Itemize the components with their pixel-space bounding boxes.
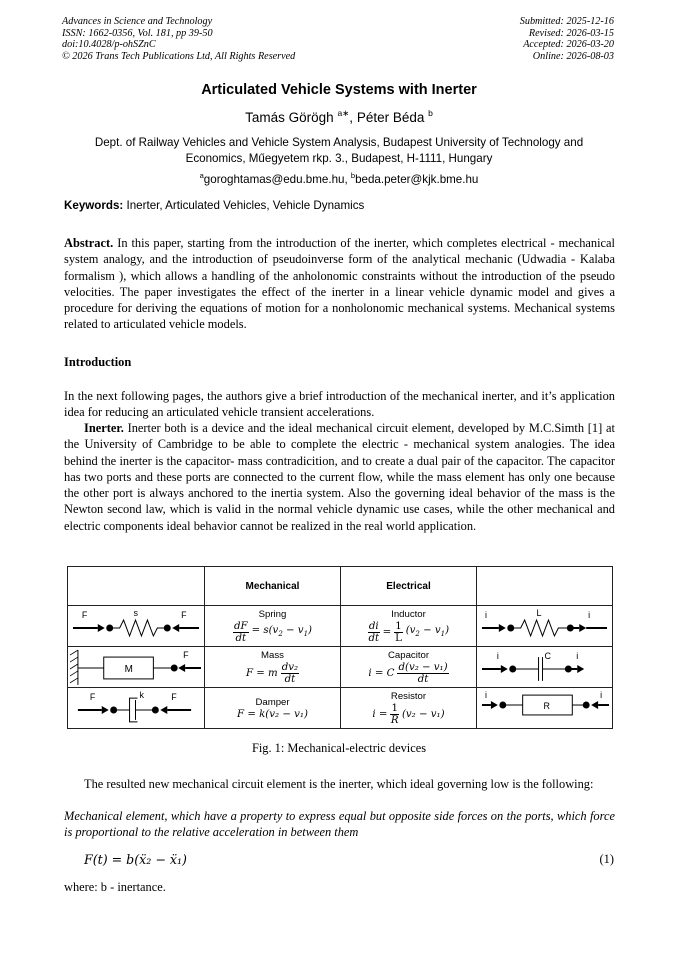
damper-label-f-right: F xyxy=(171,692,177,703)
resistor-label-r: R xyxy=(543,700,550,711)
spring-diagram xyxy=(68,606,205,647)
inductor-icon xyxy=(477,606,612,646)
email-a-mark: a xyxy=(199,171,204,180)
figure-1-table xyxy=(67,566,612,727)
spring-equation xyxy=(233,621,312,644)
inductor-eq-sub1: 2 xyxy=(415,630,420,639)
inductor-eq-den2: L xyxy=(395,632,402,644)
inductor-cell xyxy=(341,606,477,647)
damper-cell xyxy=(205,688,341,729)
keywords-text: Inerter, Articulated Vehicles, Vehicle Dynamics xyxy=(123,199,365,212)
inductor-label-l: L xyxy=(536,608,542,619)
capacitor-diagram xyxy=(477,647,613,688)
damper-diagram xyxy=(68,688,205,729)
abstract-text: In this paper, starting from the introduction of the inerter, which completes electrical - mechanical system analogy, and the introduction of pseudoinverse form of the analytical mechanic (Udwadia - Kalaba formalism ), which allows a handling of the anholonomic constraints without the introduction of the pseudo velocities. The paper investigates the effect of the inerter in a linear vehicle dynamic model and gives a procedure for deriving the equations of motion for a nonholonomic mechanical systems. Mechanical systems related to articulated vehicle models. xyxy=(64,236,615,332)
inductor-name: Inductor xyxy=(391,608,426,620)
resistor-name: Resistor xyxy=(390,690,427,702)
inerter-definition: Mechanical element, which have a property to express equal but opposite side forces on the ports, which force is proportional to the relative acceleration in between them xyxy=(64,809,615,840)
section-heading-introduction: Introduction xyxy=(64,355,132,369)
spring-eq-sub1: 2 xyxy=(278,630,283,639)
capacitor-cell xyxy=(341,647,477,688)
spring-cell xyxy=(205,606,341,647)
capacitor-eq-num: d(v₂ − v₁) xyxy=(398,661,448,673)
capacitor-label-c: C xyxy=(544,651,551,662)
mass-name: Mass xyxy=(261,649,284,661)
inductor-eq-num2: 1 xyxy=(395,620,402,632)
equation-1-number: (1) xyxy=(599,852,614,866)
inerter-text: Inerter both is a device and the ideal mechanical circuit element, developed by M.C.Simth [1] at the University of Cambridge to be able to complete the electric - mechanical system analogies. The idea behind the inerter is the capacitor- mass contradicition, and to create a dual pair of the capacitor. The capacitor has two ports and these ports are connected to the current flow, while the mass element has only one because the other port is always anchored to the inertia system. Also the governing ideal behavior of the mass is the Newton second law, which is valid in the normal vehicle dynamic use cases, while the other mechanical and electric components ideal behavior cannot be realized in the real world application. xyxy=(64,421,615,533)
header-empty-right xyxy=(477,567,613,606)
inductor-eq-rhs: (v xyxy=(405,625,416,637)
mass-eq-num: dv₂ xyxy=(281,661,299,673)
damper-label-f-left: F xyxy=(89,692,96,703)
resistor-diagram xyxy=(477,688,613,729)
inductor-eq-sign: = xyxy=(382,626,392,638)
table-row-spring-inductor xyxy=(68,606,613,647)
abstract-label: Abstract. xyxy=(64,236,114,250)
damper-equation xyxy=(237,709,308,720)
capacitor-label-i-right: i xyxy=(576,651,579,662)
date-submitted: Submitted: 2025-12-16 xyxy=(519,16,614,27)
table-header-row xyxy=(68,567,613,606)
figure-1-caption: Fig. 1: Mechanical-electric devices xyxy=(251,741,427,755)
table-row-mass-capacitor xyxy=(68,647,613,688)
author-1-affil-mark: a∗ xyxy=(337,108,350,118)
journal-header xyxy=(62,16,295,62)
equation-1: F(t) = b(ẍ₂ − ẍ₁) xyxy=(84,852,187,867)
table-row-damper-resistor xyxy=(68,688,613,729)
mass-eq-lhs: F = m xyxy=(245,667,278,679)
spring-label-s: s xyxy=(133,608,138,619)
inductor-label-i-left: i xyxy=(484,610,487,621)
paper-title: Articulated Vehicle Systems with Inerter xyxy=(201,82,477,98)
date-online: Online: 2026-08-03 xyxy=(532,50,614,62)
author-list xyxy=(0,108,678,125)
author-separator: , xyxy=(349,110,357,125)
spring-eq-rhs: = s(v xyxy=(251,625,279,637)
spring-label-f-left: F xyxy=(81,610,88,621)
resistor-equation xyxy=(372,703,444,726)
spring-eq-den: dt xyxy=(235,632,247,644)
resistor-eq-rhs: (v₂ − v₁) xyxy=(401,708,445,720)
author-2: Péter Béda xyxy=(356,110,425,125)
spring-name: Spring xyxy=(258,608,287,620)
doi: doi:10.4028/p-ohSZnC xyxy=(62,39,156,51)
damper-eq-lhs: F = k(v₂ − v₁) xyxy=(237,708,308,720)
damper-icon xyxy=(68,688,204,728)
mass-equation xyxy=(246,662,299,685)
resistor-eq-den: R xyxy=(390,714,399,726)
resistor-label-i-right: i xyxy=(600,690,603,701)
header-electrical: Electrical xyxy=(341,567,477,606)
resistor-icon xyxy=(477,688,612,728)
resistor-eq-num: 1 xyxy=(391,702,398,714)
date-revised: Revised: 2026-03-15 xyxy=(528,27,614,39)
spring-eq-sub2: 1 xyxy=(303,630,309,639)
paragraph-inerter-intro: The resulted new mechanical circuit element is the inerter, which ideal governing low is the following: xyxy=(84,777,594,791)
email-b: beda.peter@kjk.bme.hu xyxy=(355,173,479,186)
capacitor-eq-lhs: i = C xyxy=(368,667,395,679)
inerter-label: Inerter. xyxy=(84,421,124,435)
inductor-eq-mid: − v xyxy=(419,625,441,637)
spring-eq-num: dF xyxy=(233,620,248,632)
where-inertance: where: b - inertance. xyxy=(64,880,166,894)
inductor-eq-end: ) xyxy=(445,625,450,637)
spring-icon xyxy=(68,606,204,646)
inductor-eq-sub2: 1 xyxy=(440,630,446,639)
inductor-eq-den: dt xyxy=(368,632,380,644)
spring-eq-mid: − v xyxy=(282,625,304,637)
inductor-label-i-right: i xyxy=(588,610,591,621)
abstract xyxy=(64,235,615,333)
author-2-affil-mark: b xyxy=(428,108,433,118)
header-empty-left xyxy=(68,567,205,606)
resistor-label-i-left: i xyxy=(484,690,487,701)
dates-header xyxy=(520,16,614,62)
mass-cell xyxy=(205,647,341,688)
resistor-eq-lhs: i = xyxy=(372,708,388,720)
inductor-equation xyxy=(368,621,449,644)
intro-paragraph-2 xyxy=(64,420,615,534)
capacitor-name: Capacitor xyxy=(387,649,430,661)
copyright: © 2026 Trans Tech Publications Ltd, All Rights Reserved xyxy=(62,50,296,62)
mass-label-m: M xyxy=(124,663,133,675)
email-b-mark: b xyxy=(350,171,356,180)
inductor-eq-num: di xyxy=(368,620,379,632)
resistor-cell xyxy=(341,688,477,729)
capacitor-label-i-left: i xyxy=(496,651,499,662)
spring-label-f-right: F xyxy=(181,610,187,621)
capacitor-equation xyxy=(368,662,448,685)
mass-diagram xyxy=(68,647,205,688)
author-emails xyxy=(0,171,678,186)
journal-name: Advances in Science and Technology xyxy=(62,16,213,27)
email-a: goroghtamas@edu.bme.hu, xyxy=(203,173,351,186)
keywords-label: Keywords: xyxy=(64,199,124,212)
inductor-diagram xyxy=(477,606,613,647)
mass-label-f: F xyxy=(183,650,189,661)
devices-table xyxy=(67,566,613,729)
damper-label-k: k xyxy=(139,690,144,701)
author-1: Tamás Görögh xyxy=(245,110,334,125)
keywords xyxy=(64,199,624,212)
date-accepted: Accepted: 2026-03-20 xyxy=(523,39,614,51)
affiliation: Dept. of Railway Vehicles and Vehicle System Analysis, Budapest University of Technology and Economics, Műegyetem rkp. 3., Budapest, H-1111, Hungary xyxy=(94,136,584,165)
damper-name: Damper xyxy=(255,696,290,708)
capacitor-eq-den: dt xyxy=(417,673,429,685)
intro-paragraph-1: In the next following pages, the authors give a brief introduction of the mechanical inerter, and it’s application idea for reducing an articulated vehicle transient accelerations. xyxy=(64,389,615,420)
capacitor-icon xyxy=(477,647,612,687)
header-mechanical: Mechanical xyxy=(205,567,341,606)
spring-eq-end: ) xyxy=(308,625,313,637)
mass-icon xyxy=(68,647,204,687)
mass-eq-den: dt xyxy=(284,673,296,685)
journal-issn: ISSN: 1662-0356, Vol. 181, pp 39-50 xyxy=(62,27,213,39)
